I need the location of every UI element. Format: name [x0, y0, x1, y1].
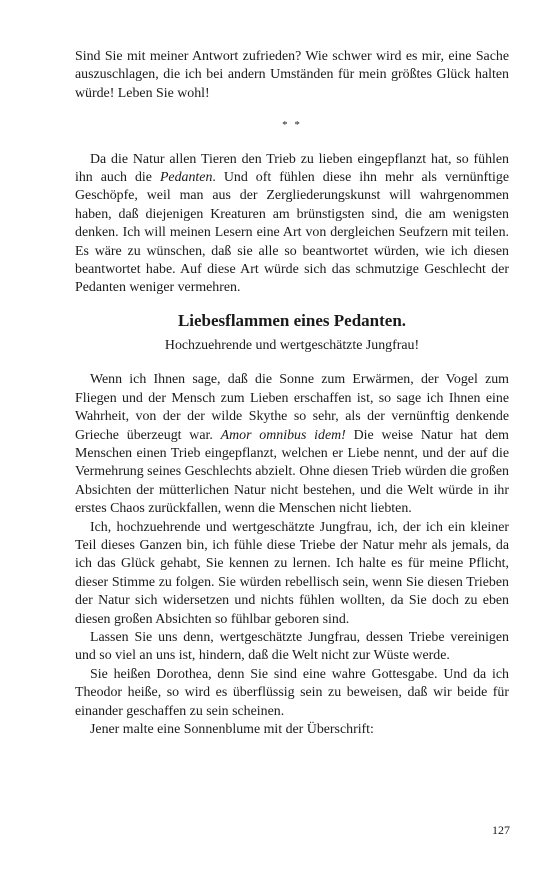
section-separator: * *	[282, 119, 302, 132]
paragraph-dorothea: Sie heißen Dorothea, denn Sie sind eine wahre Gottesgabe. Und da ich Theodor heiße, so wird es überflüssig sein zu beweisen, daß wir beide für einander geschaffen zu sein scheinen.	[75, 666, 509, 719]
emphasis-latin-quote: Amor omnibus idem!	[220, 427, 346, 443]
paragraph-intro: Sind Sie mit meiner Antwort zufrieden? Wie schwer wird es mir, eine Sache auszuschlagen, die ich bei andern Umständen für mein größtes Glück halten würde! Leben Sie wohl!	[75, 49, 509, 101]
section-heading: Liebesflammen eines Pedanten.	[177, 310, 407, 330]
paragraph-lassen: Lassen Sie uns denn, wertgeschätzte Jungfrau, dessen Triebe vereinigen und so viel an uns ist, hindern, daß die Welt nicht zur Wüste werde.	[75, 629, 509, 664]
paragraph-sun-rest: Die weise Natur hat dem Menschen einen Trieb eingepflanzt, welchen er Liebe nennt, und der auf die Vermehrung seines Geschlechts abzielt. Ohne diesen Trieb würden die großen Absichten der mütterlichen Natur nicht bestehen, und die Welt würde in ihr erstes Chaos zurückfallen, wenn die Menschen nicht liebten.	[75, 427, 509, 517]
paragraph-ich: Ich, hochzuehrende und wertgeschätzte Jungfrau, ich, der ich ein kleiner Teil dieses Ganzen bin, ich fühle diese Triebe der Natur mehr als jemals, da ich das Glück gehabt, Sie kennen zu lernen. Ich halte es für meine Pflicht, dieser Stimme zu folgen. Sie würden rebellisch sein, wenn Sie diesen Trieben der Natur sich widersetzen und nichts fühlen wollten, da Sie doch zu eben diesen großen Absichten so fühlbar geboren sind.	[75, 519, 509, 627]
paragraph-nature	[75, 151, 509, 298]
page-body	[75, 48, 509, 739]
paragraph-sun	[75, 371, 509, 518]
section-gap	[75, 298, 509, 310]
letter-salutation: Hochzuehrende und wertgeschätzte Jungfrau!	[164, 337, 420, 353]
paragraph-nature-text: Da die Natur allen Tieren den Trieb zu lieben eingepflanzt hat, so fühlen ihn auch die	[75, 151, 509, 186]
emphasis-pedanten: Pedanten	[159, 170, 213, 186]
paragraph-jener: Jener malte eine Sonnenblume mit der Überschrift:	[90, 722, 374, 737]
paragraph-sun-text: Wenn ich Ihnen sage, daß die Sonne zum Erwärmen, der Vogel zum Fliegen und der Mensch zum Lieben erschaffen ist, so sage ich Ihnen eine Wahrheit, von der der wilde Skythe so sehr, als der vernünftig denkende Grieche überzeugt war.	[75, 372, 509, 443]
page-number: 127	[492, 823, 510, 837]
paragraph-nature-rest: . Und oft fühlen diese ihn mehr als vernünftige Geschöpfe, weil man aus der Zergliederungskunst will wahrgenommen haben, daß diejenigen Kreaturen am brünstigsten sind, die am wenigsten denken. Ich will meinen Lesern eine Art von dergleichen Seufzern mit teilen. Es wäre zu wünschen, daß sie alle so beantwortet würden, wie ich diesen beantwortet habe. Auf diese Art würde sich das schmutzige Geschlecht der Pedanten weniger vermehren.	[75, 170, 509, 296]
